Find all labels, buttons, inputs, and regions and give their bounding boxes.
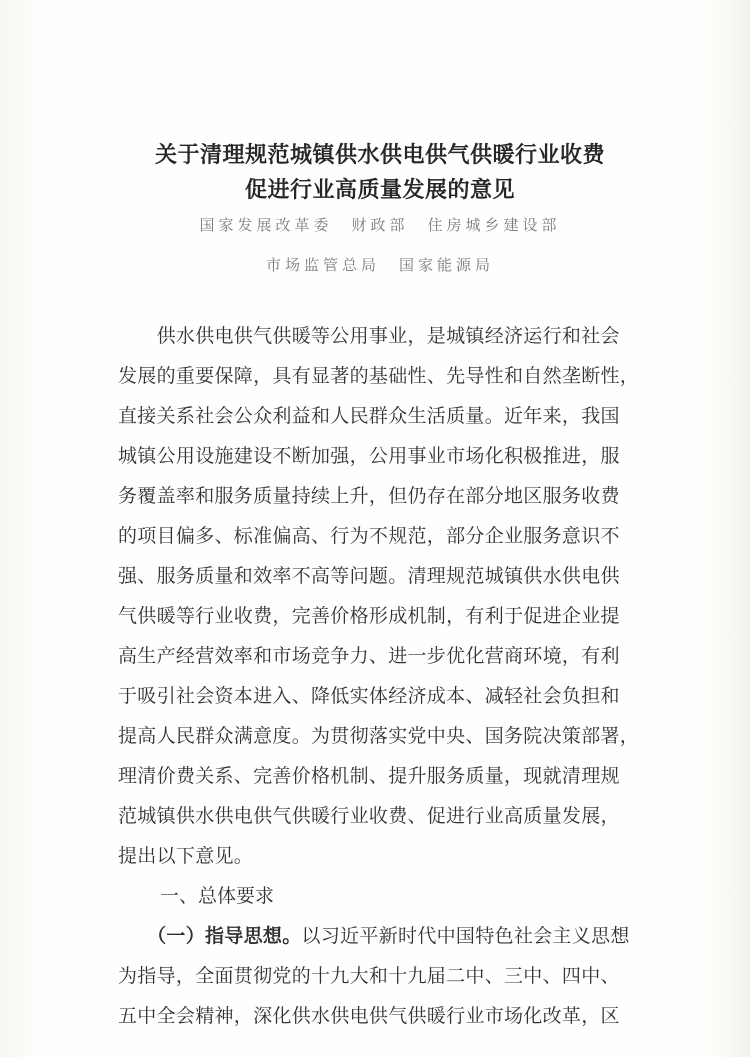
sub-section-text: 以习近平新时代中国特色社会主义思想 (301, 925, 630, 947)
sub-heading-label: （一）指导思想。 (156, 925, 302, 947)
paragraph-line: 强、服务质量和效率不高等问题。清理规范城镇供水供电供 (118, 565, 620, 587)
paragraph-line: 范城镇供水供电供气供暖行业收费、促进行业高质量发展， (118, 805, 620, 827)
paragraph-line: 城镇公用设施建设不断加强，公用事业市场化积极推进，服 (118, 445, 620, 467)
paragraph-line: 发展的重要保障，具有显著的基础性、先导性和自然垄断性， (118, 365, 640, 387)
document-title-line-1: 关于清理规范城镇供水供电供气供暖行业收费 (154, 142, 605, 168)
sub-section-line (118, 921, 638, 948)
paragraph-line: 提高人民群众满意度。为贯彻落实党中央、国务院决策部署， (118, 725, 640, 747)
paragraph-line: 高生产经营效率和市场竞争力、进一步优化营商环境，有利 (118, 645, 620, 667)
paragraph-line: 供水供电供气供暖等公用事业，是城镇经济运行和社会 (118, 325, 620, 347)
issuer-line-1: 国家发展改革委 财政部 住房城乡建设部 (199, 216, 561, 234)
paragraph-line: 理清价费关系、完善价格机制、提升服务质量，现就清理规 (118, 765, 620, 787)
paragraph-line: 的项目偏多、标准偏高、行为不规范，部分企业服务意识不 (118, 525, 620, 547)
paragraph-line: 务覆盖率和服务质量持续上升，但仍存在部分地区服务收费 (118, 485, 620, 507)
paragraph-line: 直接关系社会公众利益和人民群众生活质量。近年来，我国 (118, 405, 620, 427)
paragraph-line: 提出以下意见。 (118, 845, 254, 867)
issuer-line-2: 市场监管总局 国家能源局 (265, 256, 494, 274)
paragraph-line: 五中全会精神，深化供水供电供气供暖行业市场化改革，区 (118, 1005, 620, 1027)
section-heading: 一、总体要求 (160, 885, 275, 907)
paragraph-line: 于吸引社会资本进入、降低实体经济成本、减轻社会负担和 (118, 685, 620, 707)
document-title-line-2: 促进行业高质量发展的意见 (244, 177, 515, 203)
paragraph-line: 气供暖等行业收费，完善价格形成机制，有利于促进企业提 (118, 605, 620, 627)
paragraph-line: 为指导，全面贯彻党的十九大和十九届二中、三中、四中、 (118, 965, 620, 987)
